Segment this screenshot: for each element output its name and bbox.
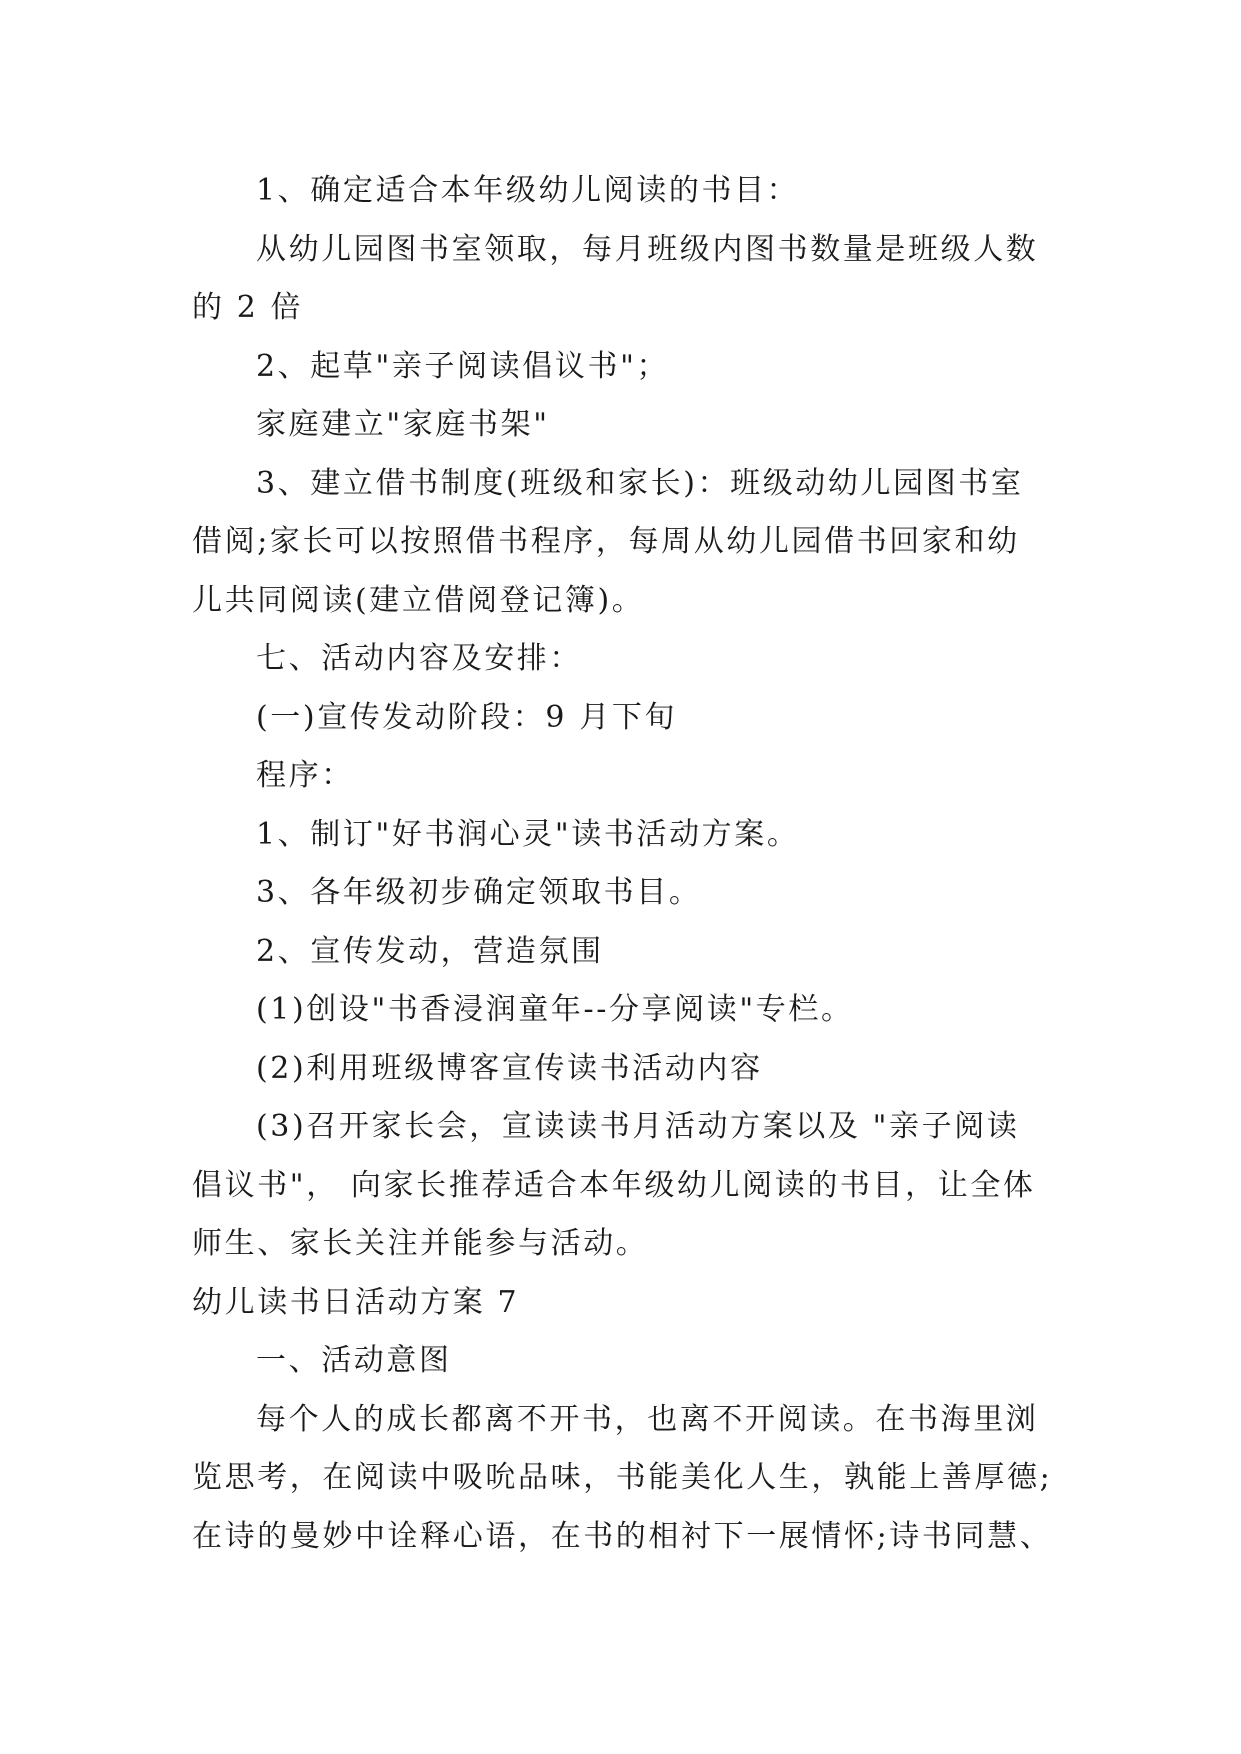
list-item: 3、各年级初步确定领取书目。 <box>256 875 702 910</box>
section-heading: 七、活动内容及安排： <box>256 641 582 676</box>
list-item: (1)创设"书香浸润童年--分享阅读"专栏。 <box>256 992 854 1027</box>
paragraph-line: 从幼儿园图书室领取，每月班级内图书数量是班级人数 <box>256 231 1039 267</box>
document-body <box>192 162 1052 1566</box>
paragraph-line: 师生、家长关注并能参与活动。 <box>192 1226 649 1261</box>
paragraph-line: 倡议书"， 向家长推荐适合本年级幼儿阅读的书目，让全体 <box>192 1167 1036 1203</box>
paragraph-line: 家庭建立"家庭书架" <box>256 407 550 442</box>
list-item: 1、制订"好书润心灵"读书活动方案。 <box>256 816 800 852</box>
paragraph-line: 览思考，在阅读中吸吮品味，书能美化人生，孰能上善厚德; <box>192 1460 1053 1495</box>
paragraph-line: 程序： <box>256 758 354 793</box>
subsection-heading: (一)宣传发动阶段：9 月下旬 <box>256 699 678 735</box>
section-heading: 一、活动意图 <box>256 1343 452 1378</box>
paragraph-line: 3、建立借书制度(班级和家长)：班级动幼儿园图书室 <box>256 465 1024 501</box>
paragraph-line: 2、起草"亲子阅读倡议书"； <box>256 348 670 384</box>
paragraph-line: 儿共同阅读(建立借阅登记簿)。 <box>192 582 645 618</box>
paragraph-line: 的 2 倍 <box>192 290 304 325</box>
paragraph-line: 每个人的成长都离不开书，也离不开阅读。在书海里浏 <box>256 1401 1039 1437</box>
paragraph-line: 1、确定适合本年级幼儿阅读的书目： <box>256 173 800 208</box>
paragraph-line: 借阅;家长可以按照借书程序，每周从幼儿园借书回家和幼 <box>192 524 1020 559</box>
list-item: 2、宣传发动，营造氛围 <box>256 933 604 969</box>
document-title: 幼儿读书日活动方案 7 <box>192 1284 520 1320</box>
paragraph-line: 在诗的曼妙中诠释心语，在书的相衬下一展情怀;诗书同慧、 <box>192 1518 1053 1554</box>
list-item: (2)利用班级博客宣传读书活动内容 <box>256 1050 763 1086</box>
list-item: (3)召开家长会，宣读读书月活动方案以及 "亲子阅读 <box>256 1109 1020 1144</box>
